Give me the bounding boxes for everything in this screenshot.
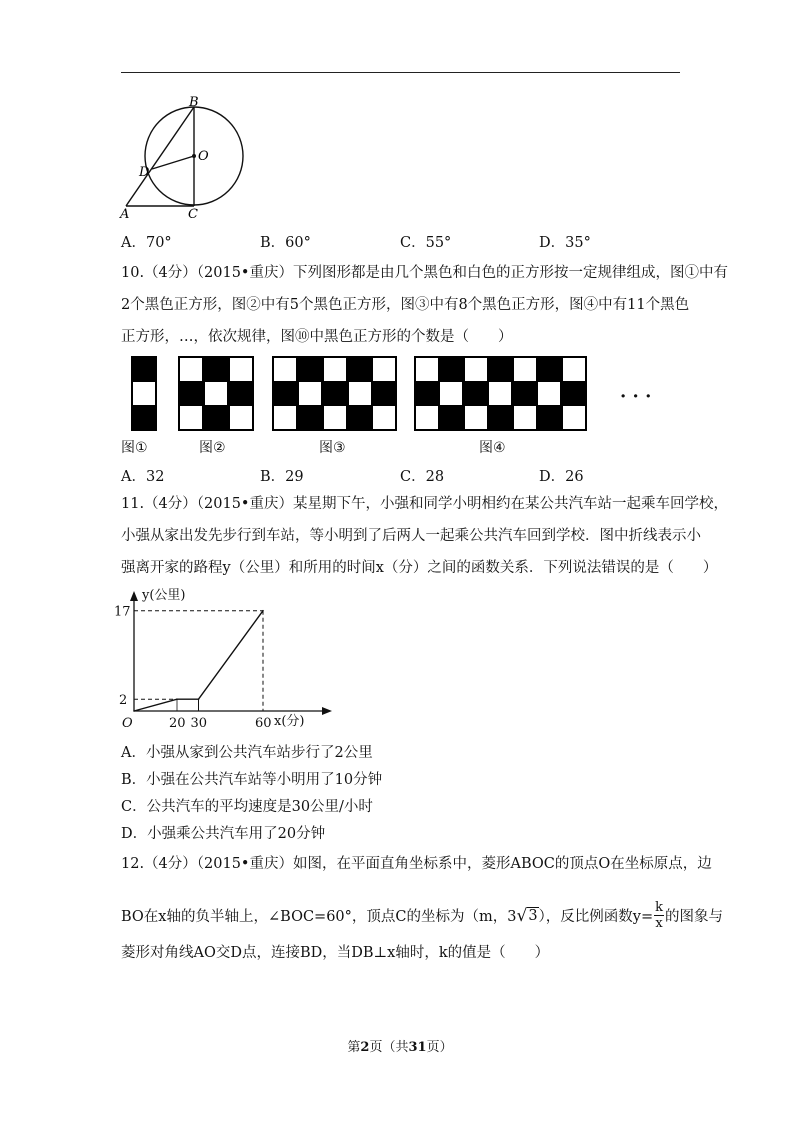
q12-line-3: 菱形对角线AO交D点，连接BD，当DB⊥x轴时，k的值是（ ） (121, 945, 550, 961)
data-point-1 (176, 698, 178, 700)
fraction-numerator: k (655, 900, 664, 915)
footer-suffix: 页） (426, 1040, 453, 1055)
fraction-denominator: x (655, 916, 663, 931)
q12-line-2-mid: ），反比例函数y= (538, 909, 654, 925)
center-dot (192, 154, 196, 158)
x-axis-arrow-icon (322, 707, 332, 715)
fraction-k-over-x (654, 900, 664, 931)
x-tick-label-30: 30 (190, 716, 208, 730)
pattern-figure-3 (272, 356, 397, 431)
q9-option-b[interactable]: B．60° (260, 235, 311, 251)
q11-distance-time-chart (114, 585, 344, 730)
label-c: C (188, 207, 198, 222)
q11-line-3: 强离开家的路程y（公里）和所用的时间x（分）之间的函数关系．下列说法错误的是（ ） (121, 560, 718, 576)
q10-line-3: 正方形，…，依次规律，图⑩中黑色正方形的个数是（ ） (121, 329, 513, 345)
q9-option-a[interactable]: A．70° (121, 235, 172, 251)
q9-circle-figure (112, 96, 252, 222)
x-tick-label-60: 60 (255, 716, 272, 730)
pattern-figure-2 (178, 356, 254, 431)
q11-line-2: 小强从家出发先步行到车站，等小明到了后两人一起乘公共汽车回到学校．图中折线表示小 (121, 528, 701, 544)
q10-line-1: 10.（4分）（2015•重庆）下列图形都是由几个黑色和白色的正方形按一定规律组成，图①中有 (121, 265, 728, 281)
pattern-figure-1 (131, 356, 157, 431)
footer-total-pages: 31 (408, 1040, 427, 1055)
caption-figure-1: 图① (121, 440, 148, 456)
page-footer (0, 1036, 800, 1055)
pattern-figure-4 (414, 356, 587, 431)
label-o: O (198, 149, 209, 164)
q12-line-1: 12.（4分）（2015•重庆）如图，在平面直角坐标系中，菱形ABOC的顶点O在坐标原点，边 (121, 856, 712, 872)
label-b: B (189, 96, 199, 110)
q12-line-2-end: 的图象与 (665, 909, 724, 925)
label-d: D (139, 165, 150, 180)
sqrt-sign-icon: √ (516, 905, 528, 926)
y-axis-label: y(公里) (142, 588, 186, 603)
q10-option-a[interactable]: A．32 (121, 469, 165, 485)
q11-option-c[interactable]: C．公共汽车的平均速度是30公里/小时 (121, 799, 373, 815)
data-point-2 (198, 698, 200, 700)
caption-figure-3: 图③ (319, 440, 346, 456)
x-axis-label: x(分) (274, 714, 305, 729)
sqrt-expression (516, 907, 538, 925)
q9-option-c[interactable]: C．55° (400, 235, 452, 251)
caption-figure-2: 图② (199, 440, 226, 456)
y-tick-label-17: 17 (114, 604, 131, 620)
q11-option-b[interactable]: B．小强在公共汽车站等小明用了10分钟 (121, 772, 383, 788)
q12-line-2-start: BO在x轴的负半轴上，∠BOC=60°，顶点C的坐标为（m，3 (121, 909, 517, 925)
origin-label: O (122, 716, 133, 730)
top-rule (121, 72, 680, 73)
footer-prefix: 第 (347, 1040, 361, 1055)
sqrt-radicand: 3 (528, 907, 538, 924)
q11-option-d[interactable]: D．小强乘公共汽车用了20分钟 (121, 826, 326, 842)
q11-line-1: 11.（4分）（2015•重庆）某星期下午，小强和同学小明相约在某公共汽车站一起乘车回学校， (121, 496, 728, 512)
footer-mid: 页（共 (369, 1040, 409, 1055)
data-point-0 (133, 710, 135, 712)
q9-option-d[interactable]: D．35° (539, 235, 591, 251)
q10-line-2: 2个黑色正方形，图②中有5个黑色正方形，图③中有8个黑色正方形，图④中有11个黑色 (121, 297, 690, 313)
caption-figure-4: 图④ (479, 440, 506, 456)
q11-option-a[interactable]: A．小强从家到公共汽车站步行了2公里 (121, 745, 373, 761)
q10-option-b[interactable]: B．29 (260, 469, 304, 485)
q10-option-d[interactable]: D．26 (539, 469, 584, 485)
q12-line-2 (121, 900, 723, 931)
q10-option-c[interactable]: C．28 (400, 469, 445, 485)
footer-page-number: 2 (360, 1040, 370, 1055)
series-line (134, 611, 263, 711)
data-point-3 (262, 610, 264, 612)
pattern-ellipsis: · · · (620, 386, 652, 407)
y-tick-label-2: 2 (119, 693, 128, 709)
label-a: A (120, 207, 130, 222)
y-axis-arrow-icon (130, 591, 138, 601)
x-tick-label-20: 20 (169, 716, 186, 730)
